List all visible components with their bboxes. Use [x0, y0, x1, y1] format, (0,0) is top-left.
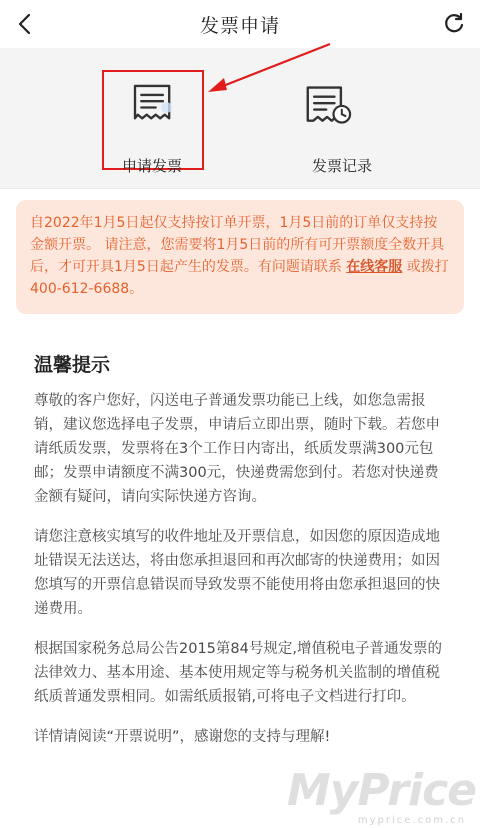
notice-box [16, 200, 464, 314]
tips-paragraph: 尊敬的客户您好，闪送电子普通发票功能已上线，如您急需报销，建议您选择电子发票，申请后立即出票，随时下载。若您申请纸质发票，发票将在3个工作日内寄出，纸质发票满300元包邮；发票申请额度不满300元，快递费需您到付。若您对快递费金额有疑问，请向实际快递方咨询。 [34, 393, 440, 505]
tips-paragraph: 请您注意核实填写的收件地址及开票信息，如因您的原因造成地址错误无法送达，将由您承担退回和再次邮寄的快递费用；如因您填写的开票信息错误而导致发票不能使用将由您承担退回的快递费用。 [34, 529, 440, 617]
invoice-record-label: 发票记录 [311, 157, 372, 175]
tips-paragraph: 详情请阅读“开票说明”，感谢您的支持与理解! [34, 729, 331, 745]
apply-invoice-button[interactable] [102, 70, 202, 186]
action-panel [0, 48, 480, 189]
back-arrow-icon[interactable] [12, 10, 40, 38]
tips-section [34, 350, 446, 765]
notice-text: 自2022年1月5日起仅支持按订单开票，1月5日前的订单仅支持按金额开票。 请注意，您需要将1月5日前的所有可开票额度全数开具后，才可开具1月5日起产生的发票。有问题请联系 [30, 215, 445, 275]
online-service-link[interactable]: 在线客服 [346, 259, 403, 275]
apply-invoice-label: 申请发票 [121, 157, 182, 175]
page-title: 发票申请 [199, 14, 280, 37]
refresh-icon[interactable] [440, 10, 468, 38]
invoice-icon [126, 80, 180, 126]
notice-phone-text: 或拨打400-612-6688。 [30, 259, 449, 297]
tips-paragraph: 根据国家税务总局公告2015第84号规定,增值税电子普通发票的法律效力、基本用途、基本使用规定等与税务机关监制的增值税纸质普通发票相同。如需纸质报销,可将电子文档进行打印。 [34, 641, 442, 705]
watermark-url: myprice.com.cn [357, 815, 466, 826]
tips-title: 温馨提示 [34, 354, 111, 376]
watermark-logo: MyPrice [286, 765, 476, 816]
annotation-arrow-icon [204, 40, 334, 100]
